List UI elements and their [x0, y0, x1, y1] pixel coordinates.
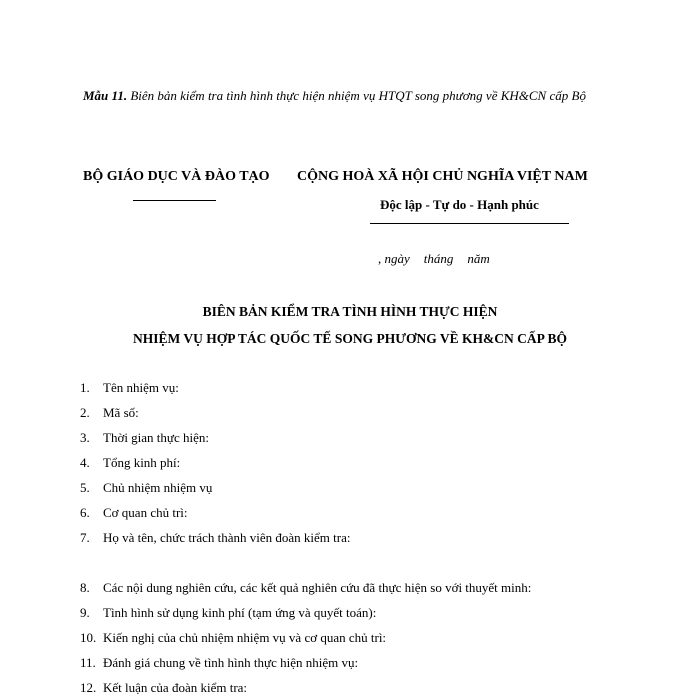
ministry-underline	[133, 200, 216, 201]
list-item	[80, 405, 139, 421]
list-item	[80, 680, 247, 696]
form-caption	[83, 88, 586, 104]
list-item	[80, 630, 386, 646]
item-number: 4.	[80, 455, 90, 470]
item-number: 9.	[80, 605, 90, 620]
item-number: 7.	[80, 530, 90, 545]
form-number: Mẫu 11.	[83, 88, 128, 103]
item-number: 10.	[80, 630, 97, 645]
list-item	[80, 530, 350, 546]
item-number: 12.	[80, 680, 97, 695]
item-number: 8.	[80, 580, 90, 595]
list-item	[80, 430, 209, 446]
list-item	[80, 605, 376, 621]
list-item	[80, 580, 531, 596]
item-text: Họ và tên, chức trách thành viên đoàn kiểm tra:	[103, 530, 351, 545]
list-item	[80, 655, 358, 671]
form-caption-text: Biên bản kiểm tra tình hình thực hiện nhiệm vụ HTQT song phương về KH&CN cấp Bộ	[127, 88, 586, 103]
item-text: Các nội dung nghiên cứu, các kết quả nghiên cứu đã thực hiện so với thuyết minh:	[103, 580, 532, 595]
motto-underline	[370, 223, 569, 224]
ministry-name: BỘ GIÁO DỤC VÀ ĐÀO TẠO	[83, 169, 270, 184]
document-title-line-1: BIÊN BẢN KIỂM TRA TÌNH HÌNH THỰC HIỆN	[202, 304, 498, 319]
dateline	[378, 251, 490, 267]
item-number: 11.	[80, 655, 96, 670]
item-text: Mã số:	[103, 405, 139, 420]
list-item	[80, 380, 179, 396]
list-item	[80, 505, 188, 521]
item-text: Kết luận của đoàn kiểm tra:	[103, 680, 248, 695]
item-text: Tổng kinh phí:	[103, 455, 181, 470]
list-item	[80, 480, 212, 496]
item-text: Kiến nghị của chủ nhiệm nhiệm vụ và cơ quan chủ trì:	[103, 630, 387, 645]
item-number: 2.	[80, 405, 90, 420]
nation-name: CỘNG HOÀ XÃ HỘI CHỦ NGHĨA VIỆT NAM	[297, 169, 588, 184]
item-text: Tình hình sử dụng kinh phí (tạm ứng và quyết toán):	[103, 605, 377, 620]
item-text: Chủ nhiệm nhiệm vụ	[103, 480, 213, 495]
list-item	[80, 455, 180, 471]
item-number: 6.	[80, 505, 90, 520]
item-number: 1.	[80, 380, 90, 395]
item-number: 5.	[80, 480, 90, 495]
dateline-day: , ngày	[378, 251, 410, 266]
item-text: Cơ quan chủ trì:	[103, 505, 188, 520]
national-motto: Độc lập - Tự do - Hạnh phúc	[380, 197, 539, 212]
dateline-year: năm	[467, 251, 490, 266]
item-number: 3.	[80, 430, 90, 445]
item-text: Tên nhiệm vụ:	[103, 380, 179, 395]
document-title-line-2: NHIỆM VỤ HỢP TÁC QUỐC TẾ SONG PHƯƠNG VỀ KH&CN CẤP BỘ	[133, 331, 567, 346]
dateline-month: tháng	[423, 251, 454, 266]
item-text: Đánh giá chung về tình hình thực hiện nhiệm vụ:	[103, 655, 359, 670]
item-text: Thời gian thực hiện:	[103, 430, 209, 445]
